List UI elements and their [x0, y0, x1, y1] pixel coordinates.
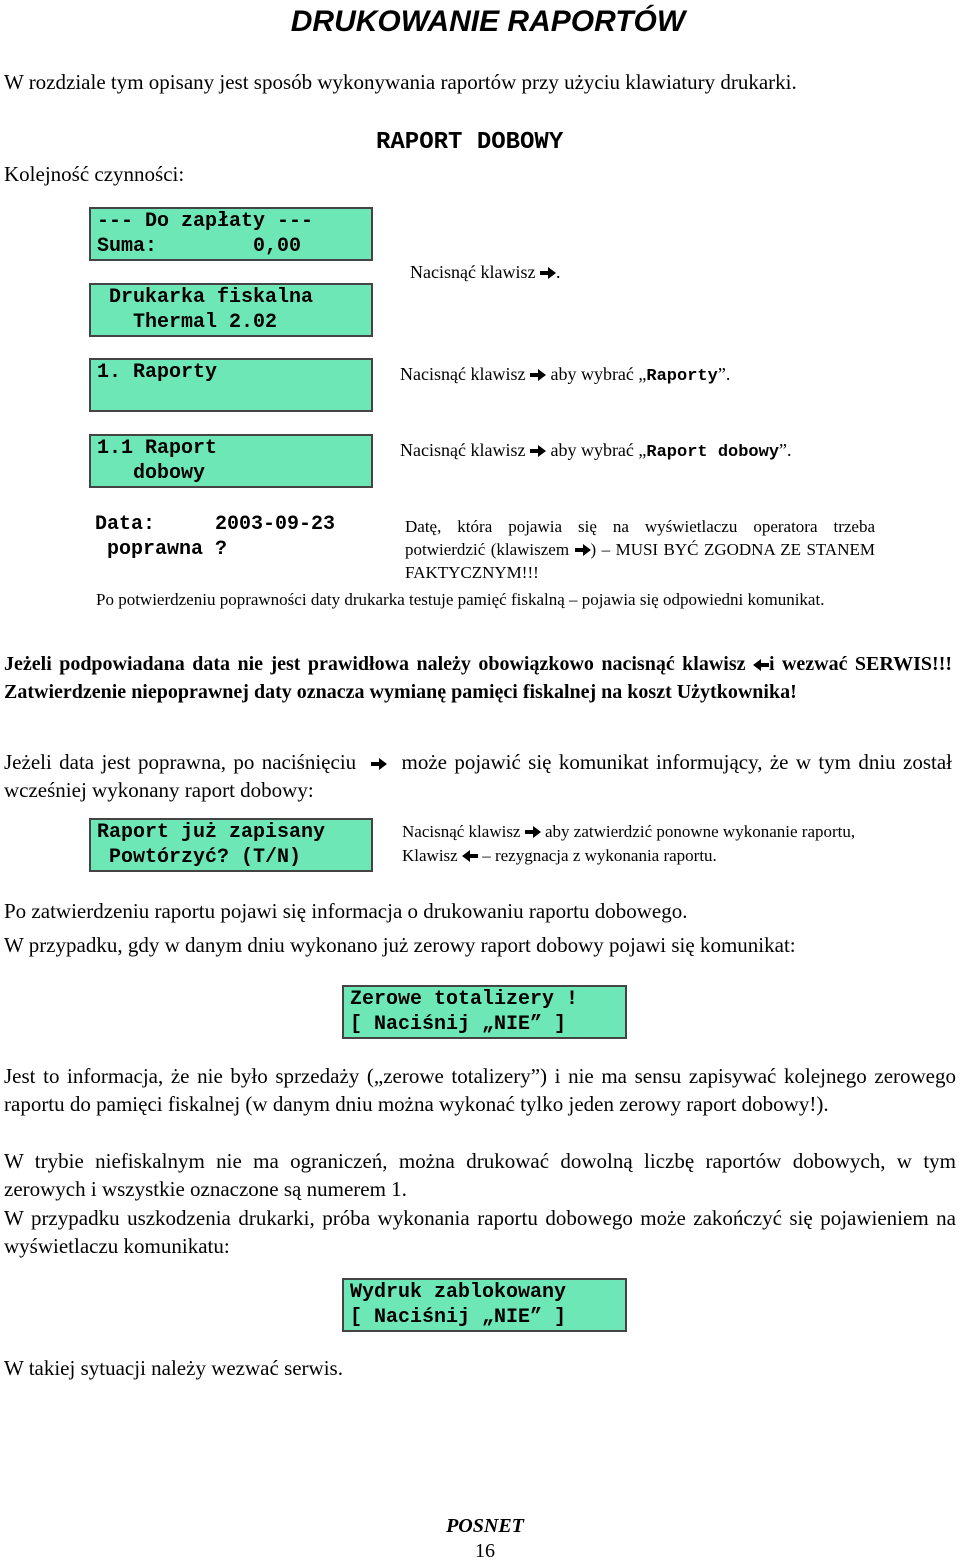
paragraph-zero-info: Jest to informacja, że nie było sprzedaży („zerowe totalizery”) i nie ma sensu zapisywać kolejnego zerowego raportu do pamięci fiskalnej (w danym dniu można wykonać tylko jeden zerowy raport dobowy!). — [4, 1064, 956, 1116]
section-title: RAPORT DOBOWY — [376, 129, 564, 156]
arrow-right-key-icon — [525, 826, 541, 838]
step-text: Nacisnąć klawisz — [400, 364, 526, 384]
warning-part: i wezwać SERWIS!!! Zatwierdzenie niepoprawnej daty oznacza wymianę pamięci fiskalnej na koszt Użytkownika! — [4, 653, 953, 703]
intro-text: W rozdziale tym opisany jest sposób wykonywania raportów przy użyciu klawiatury drukarki. — [4, 70, 797, 94]
display-line: Raport już zapisany — [97, 821, 326, 844]
display-line: Zerowe totalizery ! — [350, 988, 579, 1011]
paragraph-date-ok — [4, 748, 952, 804]
footer-brand: POSNET — [446, 1515, 524, 1537]
display-line: 1. Raporty — [97, 361, 218, 384]
step-text: Datę, która pojawia się na wyświetlaczu operatora trzeba potwierdzić (klawiszem — [405, 517, 875, 559]
arrow-right-key-icon — [540, 267, 556, 279]
display-reports — [89, 358, 373, 412]
display-printer — [89, 283, 373, 337]
arrow-right-key-icon — [575, 544, 591, 556]
paragraph-part: Jeżeli data jest poprawna, po naciśnięciu — [4, 750, 357, 774]
display-line: [ Naciśnij „NIE” ] — [350, 1013, 567, 1036]
step-5-text: Po potwierdzeniu poprawności daty drukarka testuje pamięć fiskalną – pojawia się odpowiedni komunikat. — [96, 590, 825, 609]
step-4-text — [405, 515, 875, 584]
menu-name: Raport dobowy — [646, 443, 780, 462]
arrow-left-key-icon — [462, 850, 478, 862]
step-text: . — [555, 262, 561, 282]
paragraph-part: może pojawić się komunikat informujący, że w tym dniu został wcześniej wykonany raport dobowy: — [4, 750, 953, 802]
display-line: [ Naciśnij „NIE” ] — [350, 1306, 567, 1329]
page-title: DRUKOWANIE RAPORTÓW — [290, 5, 686, 38]
repeat-instructions — [402, 820, 882, 868]
step-text: Nacisnąć klawisz — [400, 440, 526, 460]
instruction-part: Nacisnąć klawisz — [402, 822, 521, 841]
paragraph-call-service: W takiej sytuacji należy wezwać serwis. — [4, 1356, 343, 1380]
step-text: ”. — [717, 364, 731, 384]
paragraph-zero-report: W przypadku, gdy w danym dniu wykonano już zerowy raport dobowy pojawi się komunikat: — [4, 933, 796, 957]
arrow-left-key-icon — [753, 659, 769, 671]
instruction-part: aby zatwierdzić ponowne wykonanie raportu, Klawisz — [402, 822, 856, 865]
arrow-right-key-icon — [371, 758, 387, 770]
step-2-text — [400, 362, 730, 389]
step-text: Nacisnąć klawisz — [410, 262, 536, 282]
instruction-part: – rezygnacja z wykonania raportu. — [482, 846, 717, 865]
paragraph-failure: W przypadku uszkodzenia drukarki, próba wykonania raportu dobowego może zakończyć się pojawieniem na wyświetlaczu komunikatu: — [4, 1206, 956, 1258]
step-text: aby wybrać „ — [550, 364, 647, 384]
display-print-blocked — [342, 1278, 627, 1332]
display-line: Wydruk zablokowany — [350, 1281, 567, 1304]
display-line: Data: 2003-09-23 — [95, 513, 336, 536]
page-number: 16 — [475, 1540, 495, 1562]
step-text: ”. — [779, 440, 792, 460]
display-line: dobowy — [97, 462, 206, 485]
display-report-saved — [89, 818, 373, 872]
display-line: Thermal 2.02 — [97, 311, 278, 334]
display-line: --- Do zapłaty --- — [97, 210, 314, 233]
paragraph-nonfiscal: W trybie niefiskalnym nie ma ograniczeń, można drukować dowolną liczbę raportów dobowych, w tym zerowych i wszystkie oznaczone są numerem 1. — [4, 1149, 956, 1201]
step-1-text — [410, 260, 560, 284]
display-line: Powtórzyć? (T/N) — [97, 846, 302, 869]
display-line: Suma: 0,00 — [97, 235, 302, 258]
display-line: poprawna ? — [95, 538, 228, 561]
step-text: ) – MUSI BYĆ ZGODNA ZE STANEM FAKTYCZNYM!!! — [405, 540, 875, 582]
sequence-label: Kolejność czynności: — [4, 162, 185, 186]
paragraph-after-confirm: Po zatwierdzeniu raportu pojawi się informacja o drukowaniu raportu dobowego. — [4, 899, 688, 923]
display-line: 1.1 Raport — [97, 437, 218, 460]
step-3-text — [400, 438, 792, 465]
display-zero-totals — [342, 985, 627, 1039]
display-line: Drukarka fiskalna — [97, 286, 314, 309]
warning-part: Jeżeli podpowiadana data nie jest prawidłowa należy obowiązkowo nacisnąć klawisz — [4, 653, 746, 675]
warning-text — [4, 650, 952, 706]
menu-name: Raporty — [646, 367, 718, 386]
display-date-confirm — [89, 512, 379, 566]
arrow-right-key-icon — [530, 369, 546, 381]
display-daily-report — [89, 434, 373, 488]
arrow-right-key-icon — [530, 445, 546, 457]
display-payment — [89, 207, 373, 261]
step-text: aby wybrać „ — [550, 440, 647, 460]
